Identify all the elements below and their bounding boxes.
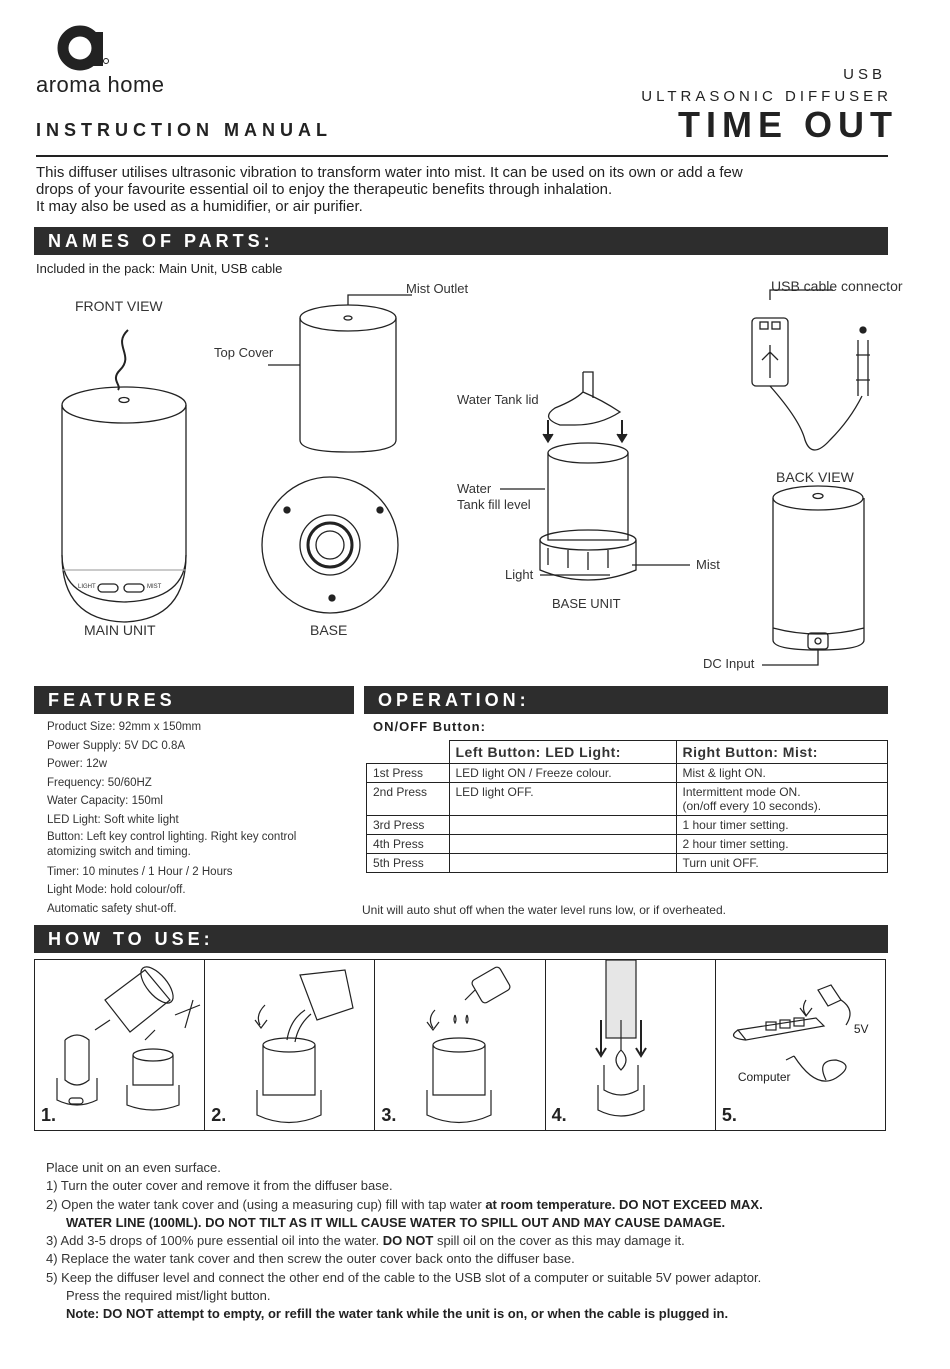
right-cell-line: Intermittent mode ON.	[682, 785, 801, 799]
step-2-illustration	[205, 960, 373, 1128]
step-number: 1.	[41, 1105, 57, 1125]
instruction-text: spill oil on the cover as this may damage it.	[433, 1233, 685, 1249]
step-5-illustration	[716, 960, 884, 1128]
step-5	[716, 960, 885, 1130]
table-row	[367, 764, 888, 783]
press-cell: 1st Press	[367, 764, 450, 783]
usb-connector-label: USB cable connector	[771, 278, 903, 294]
instruction-line	[46, 1232, 896, 1250]
base-unit-tank	[548, 453, 628, 540]
right-cell: Mist & light ON.	[676, 764, 888, 783]
water-tank-lid	[549, 372, 620, 425]
mist-small-label: MIST	[147, 584, 162, 590]
step-3-illustration	[375, 960, 543, 1128]
instruction-bold: Note: DO NOT attempt to empty, or refill the water tank while the unit is on, or when the cable is plugged in.	[66, 1306, 729, 1322]
included-text: Included in the pack: Main Unit, USB cable	[36, 261, 283, 276]
left-cell: LED light ON / Freeze colour.	[449, 764, 676, 783]
main-unit-label: MAIN UNIT	[84, 622, 156, 638]
feature-item: Frequency: 50/60HZ	[47, 776, 152, 789]
step-number: 4.	[551, 1105, 567, 1125]
step-number: 5.	[721, 1105, 737, 1125]
table-row	[367, 816, 888, 835]
right-cell	[676, 783, 888, 816]
water-fill-label: Water	[457, 481, 492, 496]
feature-item: Power: 12w	[47, 758, 108, 771]
intro-line: It may also be used as a humidifier, or air purifier.	[36, 198, 363, 215]
operation-table	[366, 740, 888, 873]
light-small-label: LIGHT	[78, 584, 96, 590]
step-4	[546, 960, 716, 1130]
instruction-text: 2) Open the water tank cover and (using a measuring cup) fill with tap water	[46, 1196, 486, 1212]
features-heading: FEATURES	[34, 686, 354, 714]
back-view-unit	[773, 498, 864, 650]
col-left-header: Left Button: LED Light:	[449, 741, 676, 764]
step-1	[35, 960, 205, 1130]
left-cell	[449, 816, 676, 835]
left-cell	[449, 854, 676, 873]
product-line2: ULTRASONIC DIFFUSER	[641, 88, 892, 105]
table-row	[367, 783, 888, 816]
right-cell: 1 hour timer setting.	[676, 816, 888, 835]
feature-item: atomizing switch and timing.	[47, 845, 191, 858]
operation-subheading: ON/OFF Button:	[373, 719, 486, 734]
right-cell: Turn unit OFF.	[676, 854, 888, 873]
instruction-line	[46, 1214, 896, 1232]
mist-label: Mist	[696, 557, 720, 572]
instruction-line	[46, 1196, 896, 1214]
instruction-line: Place unit on an even surface.	[46, 1160, 221, 1175]
feature-item: Power Supply: 5V DC 0.8A	[47, 739, 186, 752]
base-unit-label: BASE UNIT	[552, 596, 621, 611]
table-corner	[367, 741, 450, 764]
instruction-note	[46, 1305, 896, 1323]
how-to-use-heading: HOW TO USE:	[34, 925, 888, 953]
step-4-illustration	[546, 960, 714, 1128]
header-divider	[36, 155, 888, 157]
step-number: 3.	[381, 1105, 397, 1125]
mist-wisp-icon	[116, 330, 128, 390]
press-cell: 5th Press	[367, 854, 450, 873]
water-tank-lid-label: Water Tank lid	[457, 392, 539, 407]
instruction-bold: at room temperature. DO NOT EXCEED MAX.	[485, 1196, 763, 1212]
instruction-line: 5) Keep the diffuser level and connect the other end of the cable to the USB slot of a computer or suitable 5V power adaptor.	[46, 1269, 762, 1285]
brand-logo-icon	[54, 20, 110, 74]
water-fill-label-2: Tank fill level	[457, 497, 531, 512]
light-label: Light	[505, 567, 534, 582]
instruction-line: Press the required mist/light button.	[66, 1288, 271, 1304]
top-cover	[300, 318, 396, 452]
left-cell: LED light OFF.	[449, 783, 676, 816]
press-cell: 3rd Press	[367, 816, 450, 835]
base-label: BASE	[310, 622, 348, 638]
front-view-label: FRONT VIEW	[75, 298, 163, 314]
feature-item: Water Capacity: 150ml	[47, 795, 163, 808]
operation-heading: OPERATION:	[364, 686, 888, 714]
step-2	[205, 960, 375, 1130]
parts-diagram	[0, 280, 950, 680]
press-cell: 4th Press	[367, 835, 450, 854]
operation-note: Unit will auto shut off when the water level runs low, or if overheated.	[362, 903, 726, 917]
instruction-line: 1) Turn the outer cover and remove it from the diffuser base.	[46, 1178, 393, 1194]
back-view-label: BACK VIEW	[776, 469, 854, 485]
feature-item: Light Mode: hold colour/off.	[47, 884, 186, 897]
instruction-text: 3) Add 3-5 drops of 100% pure essential oil into the water.	[46, 1233, 383, 1249]
instruction-line: 4) Replace the water tank cover and then screw the outer cover back onto the diffuser base.	[46, 1251, 575, 1267]
dc-input-label: DC Input	[703, 656, 755, 671]
step-number: 2.	[211, 1105, 227, 1125]
product-line1: USB	[843, 66, 886, 83]
product-title: TIME OUT	[678, 104, 898, 145]
intro-line: drops of your favourite essential oil to enjoy the therapeutic benefits through inhalation.	[36, 181, 613, 198]
brand-name: aroma home	[36, 72, 165, 97]
manual-title: INSTRUCTION MANUAL	[36, 120, 332, 140]
table-row	[367, 854, 888, 873]
right-cell: 2 hour timer setting.	[676, 835, 888, 854]
feature-item: Product Size: 92mm x 150mm	[47, 721, 202, 733]
base-circle	[262, 477, 398, 613]
intro-line: This diffuser utilises ultrasonic vibration to transform water into mist. It can be used on its own or add a few	[36, 164, 743, 181]
dc-plug-icon	[856, 340, 870, 396]
instruction-bold: DO NOT	[382, 1233, 434, 1249]
step-1-illustration	[35, 960, 203, 1128]
features-list	[47, 718, 347, 918]
instructions-block	[46, 1159, 896, 1324]
feature-item: LED Light: Soft white light	[47, 813, 179, 826]
computer-label: Computer	[737, 1070, 791, 1084]
feature-item: Timer: 10 minutes / 1 Hour / 2 Hours	[47, 865, 233, 878]
steps-panel	[34, 959, 886, 1131]
instruction-bold: WATER LINE (100ML). DO NOT TILT AS IT WILL CAUSE WATER TO SPILL OUT AND MAY CAUSE DAMAGE.	[66, 1214, 726, 1230]
press-cell: 2nd Press	[367, 783, 450, 816]
feature-item: Button: Left key control lighting. Right key control	[47, 830, 297, 843]
step-3	[375, 960, 545, 1130]
col-right-header: Right Button: Mist:	[676, 741, 888, 764]
parts-heading: NAMES OF PARTS:	[34, 227, 888, 255]
intro-text	[36, 164, 886, 215]
top-cover-label: Top Cover	[214, 345, 274, 360]
main-unit-top	[62, 387, 186, 423]
table-row	[367, 835, 888, 854]
feature-item: Automatic safety shut-off.	[47, 902, 177, 915]
mist-outlet-label: Mist Outlet	[406, 281, 469, 296]
volt-label: 5V	[853, 1022, 869, 1036]
left-cell	[449, 835, 676, 854]
right-cell-line: (on/off every 10 seconds).	[682, 799, 822, 813]
